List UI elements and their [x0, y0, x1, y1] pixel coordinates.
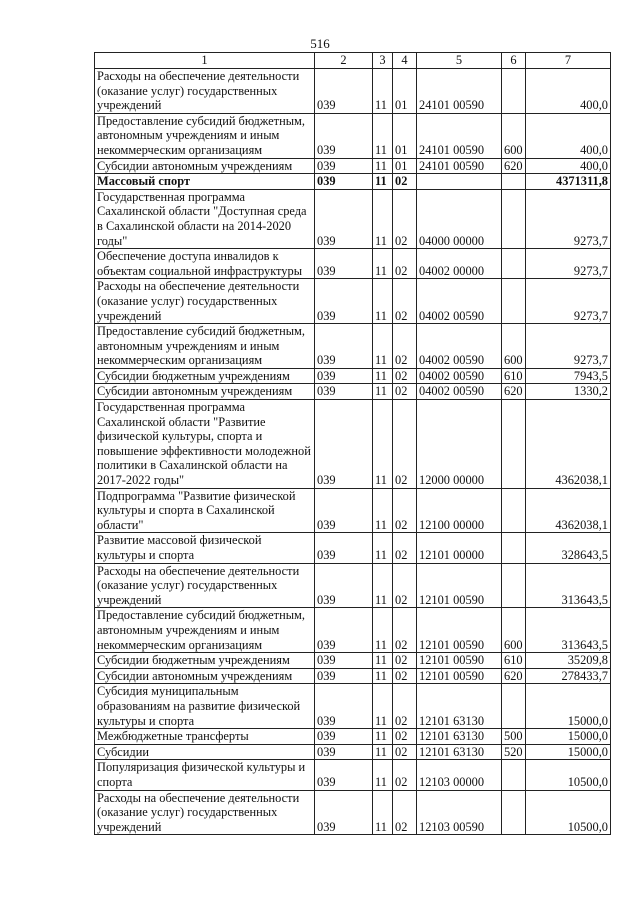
column-header-7: 7 — [526, 53, 611, 69]
subsection-cell: 02 — [393, 608, 417, 653]
amount-cell: 278433,7 — [526, 668, 611, 684]
section-cell: 11 — [373, 249, 393, 279]
expense-type-cell: 600 — [502, 608, 526, 653]
target-article-cell: 12101 00590 — [417, 563, 502, 608]
table-row — [95, 69, 611, 114]
name-cell: Государственная программа Сахалинской области "Развитие физической культуры, спорта и повышение эффективности молодежной политики в Сахалинской области на 2017-2022 годы" — [95, 400, 315, 489]
table-row — [95, 790, 611, 835]
subsection-cell: 02 — [393, 324, 417, 369]
subsection-cell: 02 — [393, 384, 417, 400]
target-article-cell: 12100 00000 — [417, 488, 502, 533]
expense-type-cell — [502, 790, 526, 835]
amount-cell: 1330,2 — [526, 384, 611, 400]
target-article-cell: 12101 00000 — [417, 533, 502, 563]
amount-cell: 9273,7 — [526, 324, 611, 369]
table-row — [95, 113, 611, 158]
section-cell: 11 — [373, 760, 393, 790]
subsection-cell: 02 — [393, 400, 417, 489]
amount-cell: 9273,7 — [526, 249, 611, 279]
expense-type-cell — [502, 279, 526, 324]
name-cell: Популяризация физической культуры и спорта — [95, 760, 315, 790]
table-row — [95, 400, 611, 489]
target-article-cell: 12103 00000 — [417, 760, 502, 790]
subsection-cell: 02 — [393, 744, 417, 760]
amount-cell: 15000,0 — [526, 744, 611, 760]
admin-code-cell: 039 — [315, 324, 373, 369]
table-row — [95, 533, 611, 563]
section-cell: 11 — [373, 158, 393, 174]
admin-code-cell: 039 — [315, 113, 373, 158]
section-cell: 11 — [373, 608, 393, 653]
column-header-4: 4 — [393, 53, 417, 69]
expense-type-cell: 520 — [502, 744, 526, 760]
table-row — [95, 279, 611, 324]
name-cell: Межбюджетные трансферты — [95, 729, 315, 745]
expense-type-cell — [502, 189, 526, 248]
table-row — [95, 729, 611, 745]
target-article-cell: 04002 00590 — [417, 279, 502, 324]
expense-type-cell — [502, 69, 526, 114]
admin-code-cell: 039 — [315, 69, 373, 114]
section-cell: 11 — [373, 488, 393, 533]
expense-type-cell: 600 — [502, 113, 526, 158]
name-cell: Обеспечение доступа инвалидов к объектам социальной инфраструктуры — [95, 249, 315, 279]
target-article-cell: 04002 00590 — [417, 368, 502, 384]
expense-type-cell: 610 — [502, 653, 526, 669]
target-article-cell: 24101 00590 — [417, 158, 502, 174]
expense-type-cell: 600 — [502, 324, 526, 369]
admin-code-cell: 039 — [315, 189, 373, 248]
expense-type-cell: 620 — [502, 158, 526, 174]
section-cell: 11 — [373, 684, 393, 729]
expense-type-cell — [502, 249, 526, 279]
column-header-5: 5 — [417, 53, 502, 69]
target-article-cell: 24101 00590 — [417, 69, 502, 114]
amount-cell: 4371311,8 — [526, 174, 611, 190]
admin-code-cell: 039 — [315, 400, 373, 489]
section-cell: 11 — [373, 400, 393, 489]
admin-code-cell: 039 — [315, 760, 373, 790]
subsection-cell: 02 — [393, 533, 417, 563]
target-article-cell: 04002 00000 — [417, 249, 502, 279]
table-row — [95, 249, 611, 279]
name-cell: Субсидии — [95, 744, 315, 760]
table-row — [95, 684, 611, 729]
expense-type-cell — [502, 400, 526, 489]
table-body — [95, 69, 611, 835]
target-article-cell: 12101 63130 — [417, 744, 502, 760]
amount-cell: 35209,8 — [526, 653, 611, 669]
subsection-cell: 02 — [393, 368, 417, 384]
section-cell: 11 — [373, 790, 393, 835]
page-number: 516 — [310, 36, 330, 51]
admin-code-cell: 039 — [315, 653, 373, 669]
expense-type-cell — [502, 563, 526, 608]
subsection-cell: 02 — [393, 488, 417, 533]
admin-code-cell: 039 — [315, 384, 373, 400]
section-cell: 11 — [373, 279, 393, 324]
target-article-cell: 12101 00590 — [417, 608, 502, 653]
table-row — [95, 653, 611, 669]
table-row — [95, 174, 611, 190]
amount-cell: 400,0 — [526, 158, 611, 174]
expense-type-cell: 610 — [502, 368, 526, 384]
name-cell: Субсидии автономным учреждениям — [95, 384, 315, 400]
admin-code-cell: 039 — [315, 158, 373, 174]
table-row — [95, 158, 611, 174]
admin-code-cell: 039 — [315, 368, 373, 384]
table-row — [95, 563, 611, 608]
name-cell: Предоставление субсидий бюджетным, автономным учреждениям и иным некоммерческим организациям — [95, 608, 315, 653]
table-row — [95, 324, 611, 369]
subsection-cell: 02 — [393, 563, 417, 608]
name-cell: Расходы на обеспечение деятельности (оказание услуг) государственных учреждений — [95, 563, 315, 608]
admin-code-cell: 039 — [315, 174, 373, 190]
section-cell: 11 — [373, 653, 393, 669]
target-article-cell: 12101 63130 — [417, 729, 502, 745]
name-cell: Расходы на обеспечение деятельности (оказание услуг) государственных учреждений — [95, 69, 315, 114]
table-row — [95, 384, 611, 400]
column-header-6: 6 — [502, 53, 526, 69]
name-cell: Субсидии бюджетным учреждениям — [95, 368, 315, 384]
subsection-cell: 02 — [393, 668, 417, 684]
name-cell: Расходы на обеспечение деятельности (оказание услуг) государственных учреждений — [95, 279, 315, 324]
amount-cell: 7943,5 — [526, 368, 611, 384]
amount-cell: 4362038,1 — [526, 488, 611, 533]
section-cell: 11 — [373, 533, 393, 563]
name-cell: Субсидии автономным учреждениям — [95, 158, 315, 174]
expense-type-cell — [502, 684, 526, 729]
section-cell: 11 — [373, 113, 393, 158]
budget-table — [94, 52, 611, 835]
admin-code-cell: 039 — [315, 668, 373, 684]
target-article-cell — [417, 174, 502, 190]
subsection-cell: 02 — [393, 174, 417, 190]
name-cell: Предоставление субсидий бюджетным, автономным учреждениям и иным некоммерческим организациям — [95, 324, 315, 369]
subsection-cell: 02 — [393, 790, 417, 835]
section-cell: 11 — [373, 384, 393, 400]
column-header-2: 2 — [315, 53, 373, 69]
name-cell: Массовый спорт — [95, 174, 315, 190]
section-cell: 11 — [373, 563, 393, 608]
expense-type-cell: 500 — [502, 729, 526, 745]
amount-cell: 313643,5 — [526, 608, 611, 653]
target-article-cell: 12101 00590 — [417, 653, 502, 669]
section-cell: 11 — [373, 174, 393, 190]
target-article-cell: 12101 63130 — [417, 684, 502, 729]
section-cell: 11 — [373, 729, 393, 745]
target-article-cell: 04002 00590 — [417, 384, 502, 400]
amount-cell: 15000,0 — [526, 729, 611, 745]
admin-code-cell: 039 — [315, 729, 373, 745]
name-cell: Предоставление субсидий бюджетным, автономным учреждениям и иным некоммерческим организациям — [95, 113, 315, 158]
table-row — [95, 368, 611, 384]
name-cell: Государственная программа Сахалинской области "Доступная среда в Сахалинской области на 2014-2020 годы" — [95, 189, 315, 248]
subsection-cell: 02 — [393, 653, 417, 669]
table-row — [95, 668, 611, 684]
name-cell: Развитие массовой физической культуры и спорта — [95, 533, 315, 563]
admin-code-cell: 039 — [315, 563, 373, 608]
amount-cell: 15000,0 — [526, 684, 611, 729]
table-row — [95, 189, 611, 248]
expense-type-cell — [502, 760, 526, 790]
subsection-cell: 01 — [393, 113, 417, 158]
target-article-cell: 12101 00590 — [417, 668, 502, 684]
name-cell: Субсидия муниципальным образованиям на развитие физической культуры и спорта — [95, 684, 315, 729]
amount-cell: 400,0 — [526, 113, 611, 158]
name-cell: Подпрограмма "Развитие физической культуры и спорта в Сахалинской области" — [95, 488, 315, 533]
name-cell: Субсидии автономным учреждениям — [95, 668, 315, 684]
table-row — [95, 608, 611, 653]
section-cell: 11 — [373, 668, 393, 684]
amount-cell: 9273,7 — [526, 189, 611, 248]
name-cell: Субсидии бюджетным учреждениям — [95, 653, 315, 669]
section-cell: 11 — [373, 189, 393, 248]
amount-cell: 4362038,1 — [526, 400, 611, 489]
target-article-cell: 12000 00000 — [417, 400, 502, 489]
name-cell: Расходы на обеспечение деятельности (оказание услуг) государственных учреждений — [95, 790, 315, 835]
table-row — [95, 744, 611, 760]
expense-type-cell — [502, 533, 526, 563]
admin-code-cell: 039 — [315, 684, 373, 729]
subsection-cell: 02 — [393, 729, 417, 745]
expense-type-cell: 620 — [502, 384, 526, 400]
subsection-cell: 02 — [393, 760, 417, 790]
section-cell: 11 — [373, 744, 393, 760]
amount-cell: 10500,0 — [526, 760, 611, 790]
admin-code-cell: 039 — [315, 790, 373, 835]
subsection-cell: 01 — [393, 158, 417, 174]
admin-code-cell: 039 — [315, 533, 373, 563]
subsection-cell: 02 — [393, 249, 417, 279]
admin-code-cell: 039 — [315, 608, 373, 653]
subsection-cell: 02 — [393, 684, 417, 729]
subsection-cell: 02 — [393, 279, 417, 324]
target-article-cell: 12103 00590 — [417, 790, 502, 835]
target-article-cell: 24101 00590 — [417, 113, 502, 158]
table-row — [95, 488, 611, 533]
amount-cell: 10500,0 — [526, 790, 611, 835]
expense-type-cell — [502, 488, 526, 533]
table-row — [95, 760, 611, 790]
amount-cell: 328643,5 — [526, 533, 611, 563]
column-header-1: 1 — [95, 53, 315, 69]
amount-cell: 400,0 — [526, 69, 611, 114]
admin-code-cell: 039 — [315, 279, 373, 324]
amount-cell: 313643,5 — [526, 563, 611, 608]
expense-type-cell: 620 — [502, 668, 526, 684]
section-cell: 11 — [373, 324, 393, 369]
amount-cell: 9273,7 — [526, 279, 611, 324]
admin-code-cell: 039 — [315, 488, 373, 533]
section-cell: 11 — [373, 368, 393, 384]
target-article-cell: 04002 00590 — [417, 324, 502, 369]
column-header-3: 3 — [373, 53, 393, 69]
admin-code-cell: 039 — [315, 249, 373, 279]
target-article-cell: 04000 00000 — [417, 189, 502, 248]
expense-type-cell — [502, 174, 526, 190]
admin-code-cell: 039 — [315, 744, 373, 760]
subsection-cell: 02 — [393, 189, 417, 248]
subsection-cell: 01 — [393, 69, 417, 114]
header-row — [95, 53, 611, 69]
section-cell: 11 — [373, 69, 393, 114]
